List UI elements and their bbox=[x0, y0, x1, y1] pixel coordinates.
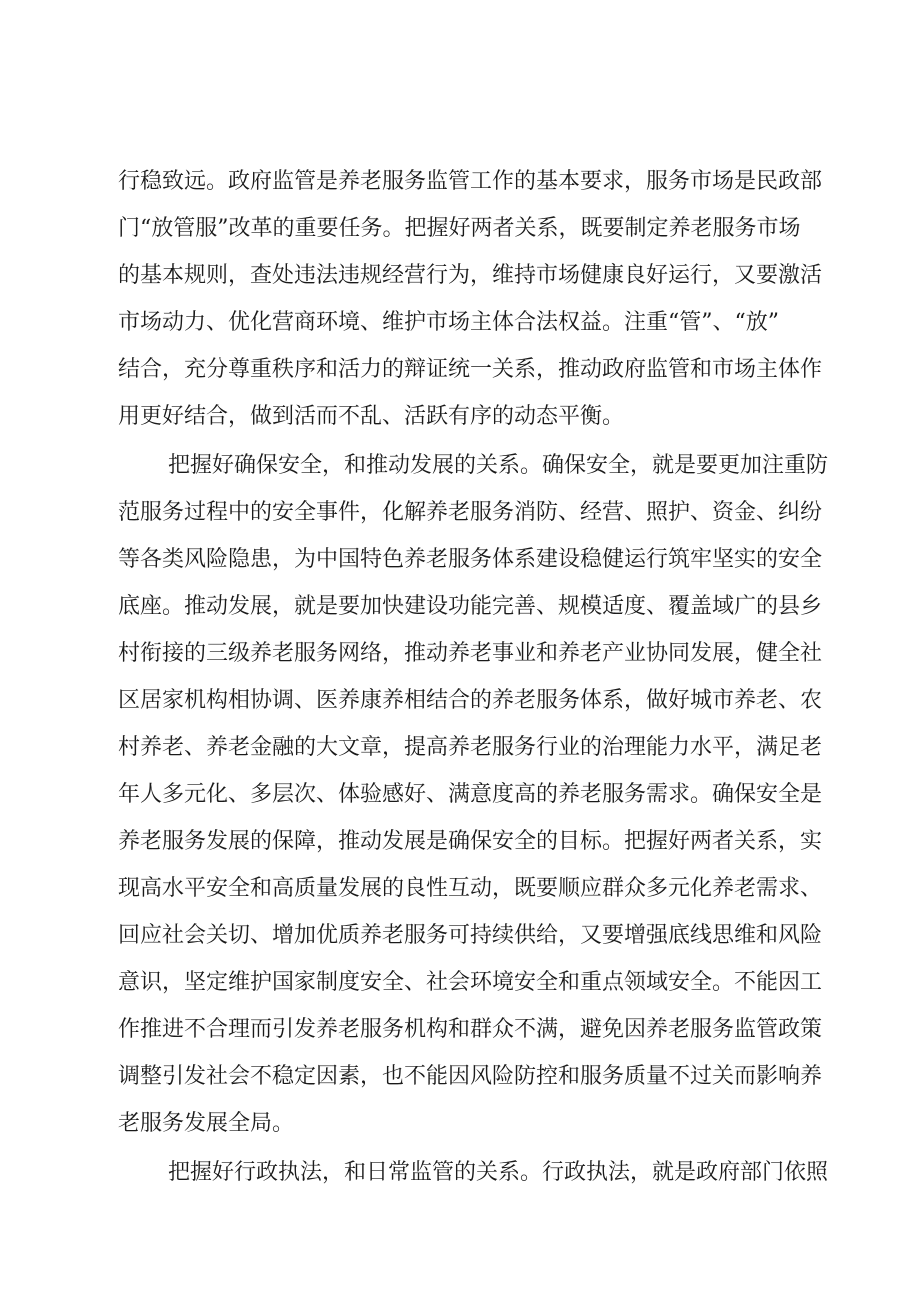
text-line: 养老服务发展的保障，推动发展是确保安全的目标。把握好两者关系，实 bbox=[118, 829, 823, 854]
paragraph-first-line: 把握好确保安全，和推动发展的关系。确保安全，就是要更加注重防 bbox=[168, 453, 829, 478]
text-line: 底座。推动发展，就是要加快建设功能完善、规模适度、覆盖域广的县乡 bbox=[118, 594, 823, 619]
text-line: 现高水平安全和高质量发展的良性互动，既要顺应群众多元化养老需求、 bbox=[118, 876, 823, 901]
text-line: 门“放管服”改革的重要任务。把握好两者关系，既要制定养老服务市场 bbox=[118, 216, 801, 241]
text-line: 用更好结合，做到活而不乱、活跃有序的动态平衡。 bbox=[118, 404, 625, 429]
text-line: 区居家机构相协调、医养康养相结合的养老服务体系，做好城市养老、农 bbox=[118, 688, 823, 713]
paragraph-first-line: 把握好行政执法，和日常监管的关系。行政执法，就是政府部门依照 bbox=[168, 1160, 829, 1185]
text-line: 等各类风险隐患，为中国特色养老服务体系建设稳健运行筑牢坚实的安全 bbox=[118, 547, 823, 572]
text-line: 调整引发社会不稳定因素，也不能因风险防控和服务质量不过关而影响养 bbox=[118, 1064, 823, 1089]
text-line: 的基本规则，查处违法违规经营行为，维持市场健康良好运行，又要激活 bbox=[118, 263, 823, 288]
text-line: 范服务过程中的安全事件，化解养老服务消防、经营、照护、资金、纠纷 bbox=[118, 500, 823, 525]
text-line: 年人多元化、多层次、体验感好、满意度高的养老服务需求。确保安全是 bbox=[118, 782, 823, 807]
text-line: 结合，充分尊重秩序和活力的辩证统一关系，推动政府监管和市场主体作 bbox=[118, 357, 823, 382]
text-line: 回应社会关切、增加优质养老服务可持续供给，又要增强底线思维和风险 bbox=[118, 923, 823, 948]
text-line: 村衔接的三级养老服务网络，推动养老事业和养老产业协同发展，健全社 bbox=[118, 641, 823, 666]
text-line: 市场动力、优化营商环境、维护市场主体合法权益。注重“管”、“放” bbox=[118, 310, 779, 335]
text-line: 意识，坚定维护国家制度安全、社会环境安全和重点领域安全。不能因工 bbox=[118, 970, 823, 995]
text-line: 老服务发展全局。 bbox=[118, 1111, 295, 1136]
text-line: 行稳致远。政府监管是养老服务监管工作的基本要求，服务市场是民政部 bbox=[118, 169, 823, 194]
text-line: 作推进不合理而引发养老服务机构和群众不满，避免因养老服务监管政策 bbox=[118, 1017, 823, 1042]
text-line: 村养老、养老金融的大文章，提高养老服务行业的治理能力水平，满足老 bbox=[118, 735, 823, 760]
